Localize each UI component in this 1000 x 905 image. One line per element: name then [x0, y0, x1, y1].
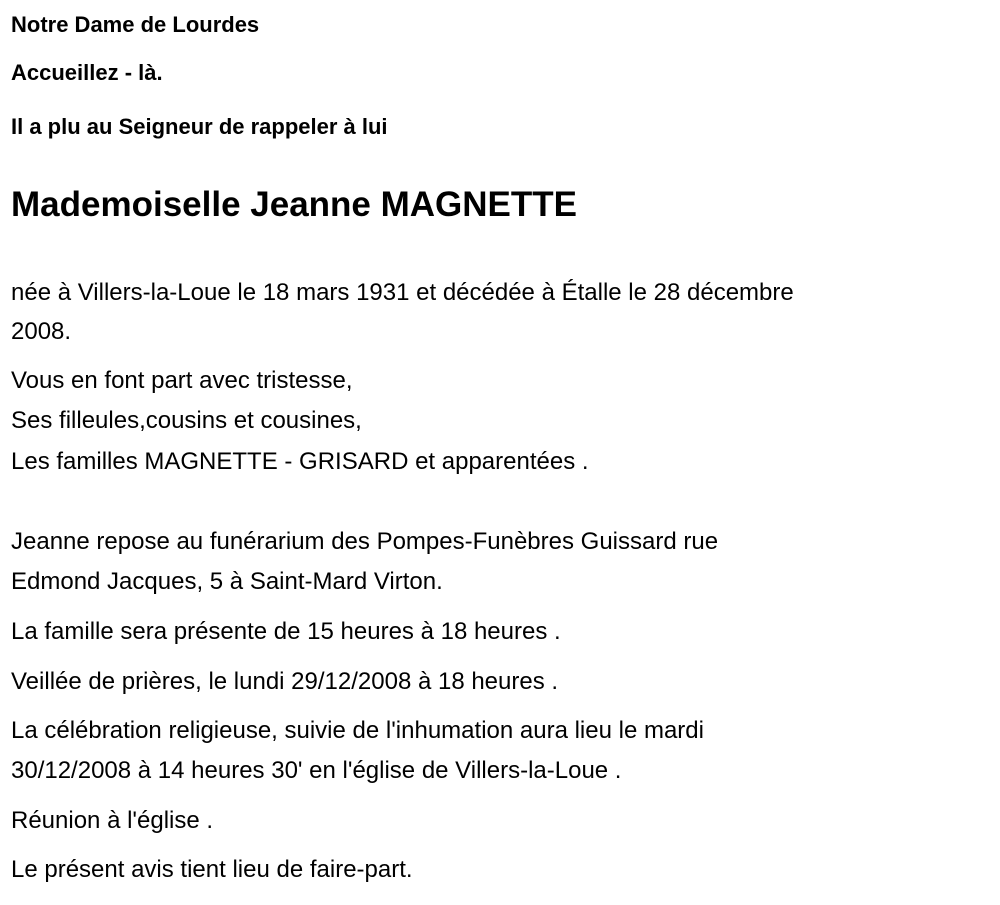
family-presence: La famille sera présente de 15 heures à 18 heures . — [11, 618, 561, 645]
notice-line: Le présent avis tient lieu de faire-part. — [11, 856, 413, 883]
deceased-name-title: Mademoiselle Jeanne MAGNETTE — [11, 185, 577, 224]
announce-line-2: Ses filleules,cousins et cousines, — [11, 407, 362, 434]
vigil-line: Veillée de prières, le lundi 29/12/2008 à 18 heures . — [11, 668, 559, 695]
announce-line-1: Vous en font part avec tristesse, — [11, 367, 353, 394]
rest-line-2: Edmond Jacques, 5 à Saint-Mard Virton. — [11, 568, 443, 595]
meeting-line: Réunion à l'église . — [11, 807, 214, 834]
birth-death-line-2: 2008. — [11, 318, 72, 345]
header-line-2: Accueillez - là. — [11, 60, 163, 85]
header-line-1: Notre Dame de Lourdes — [11, 12, 260, 37]
birth-death-line-1: née à Villers-la-Loue le 18 mars 1931 et décédée à Étalle le 28 décembre — [11, 279, 794, 306]
rest-line-1: Jeanne repose au funérarium des Pompes-Funèbres Guissard rue — [11, 528, 719, 555]
announce-line-3: Les familles MAGNETTE - GRISARD et apparentées . — [11, 448, 589, 475]
ceremony-line-1: La célébration religieuse, suivie de l'inhumation aura lieu le mardi — [11, 717, 704, 744]
header-line-3: Il a plu au Seigneur de rappeler à lui — [11, 114, 388, 139]
ceremony-line-2: 30/12/2008 à 14 heures 30' en l'église de Villers-la-Loue . — [11, 757, 622, 784]
